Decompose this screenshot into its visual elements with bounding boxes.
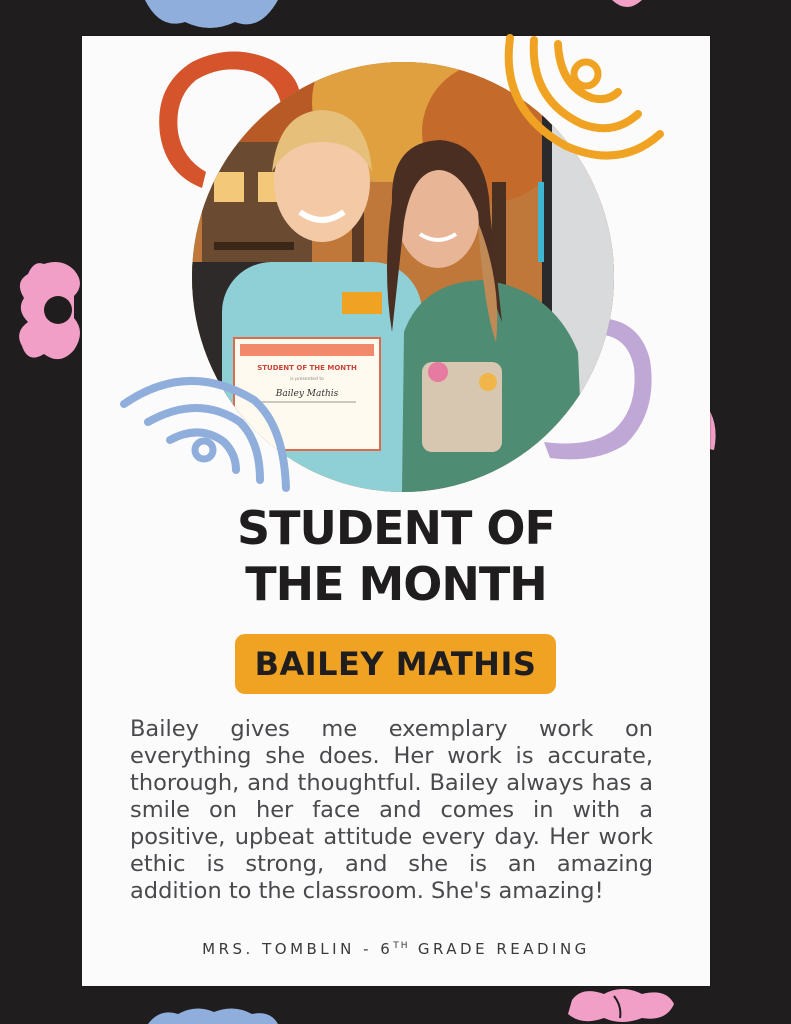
student-name: BAILEY MATHIS [254, 645, 537, 683]
certificate-presented: is presented to [290, 377, 324, 382]
poster-title [82, 500, 710, 612]
bottom-pink-flower-decoration [562, 986, 682, 1024]
teacher-signature [82, 940, 710, 958]
blue-swirl-decoration [118, 370, 294, 494]
top-pink-blob-decoration [612, 0, 642, 10]
signature-suffix: GRADE READING [409, 940, 590, 958]
certificate-heading: STUDENT OF THE MONTH [257, 364, 357, 372]
signature-ordinal: TH [393, 941, 410, 951]
certificate-recipient: Bailey Mathis [275, 389, 339, 399]
title-line-2: THE MONTH [245, 557, 547, 611]
description-text: Bailey gives me exemplary work on everything she does. Her work is accurate, thorough, and thoughtful. Bailey always has a smile on her face and comes in with a positive, upbeat attitude every day. Her work ethic is strong, and she is an amazing addition to the classroom. She's amazing! [130, 716, 653, 904]
top-blue-blob-decoration [140, 0, 280, 32]
left-pink-flower-decoration [14, 258, 86, 368]
orange-swirl-decoration [496, 30, 670, 164]
student-name-badge [235, 634, 556, 694]
bottom-blue-blob-decoration [148, 1004, 278, 1024]
title-line-1: STUDENT OF [237, 501, 555, 555]
signature-prefix: MRS. TOMBLIN - 6 [202, 940, 394, 958]
